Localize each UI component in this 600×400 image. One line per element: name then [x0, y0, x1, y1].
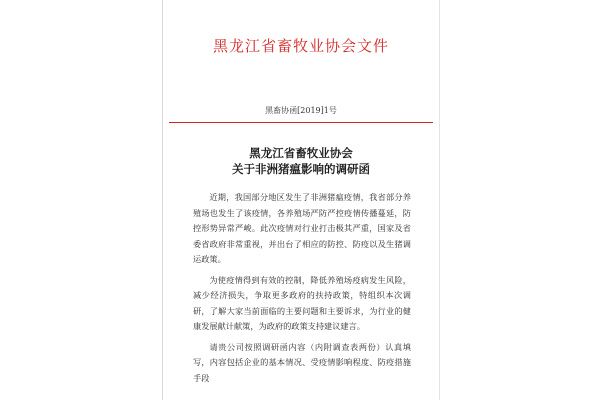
header-divider — [169, 122, 433, 123]
body-paragraph: 近期，我国部分地区发生了非洲猪瘟疫情，我省部分养殖场也发生了该疫情，各养殖场严防严控疫情传播蔓延，防控形势异常严峻。此次疫情对行业打击极其严重，国家及省委省政府非常重视，并出台了相应的防控、防疫以及生猪调运政策。 — [193, 192, 411, 264]
document-page — [162, 0, 440, 400]
body-paragraph: 为使疫情得到有效的控制，降低养殖场疫病发生风险，减少经济损失，争取更多政府的扶持政策，特组织本次调研，了解大家当前面临的主要问题和主要诉求，为行业的健康发展献计献策，为政府的政策支持建议建言。 — [193, 274, 411, 331]
body-paragraph: 请贵公司按照调研函内容（内附调查表两份）认真填写，内容包括企业的基本情况、受疫情影响程度、防疫措施手段 — [193, 341, 411, 383]
document-number: 黑畜协函[2019]1号 — [265, 106, 337, 115]
document-header: 黑龙江省畜牧业协会文件 — [212, 37, 389, 55]
document-title-line2: 关于非洲猪瘟影响的调研函 — [232, 162, 370, 176]
document-body — [193, 190, 411, 391]
document-title-line1: 黑龙江省畜牧业协会 — [249, 146, 353, 160]
